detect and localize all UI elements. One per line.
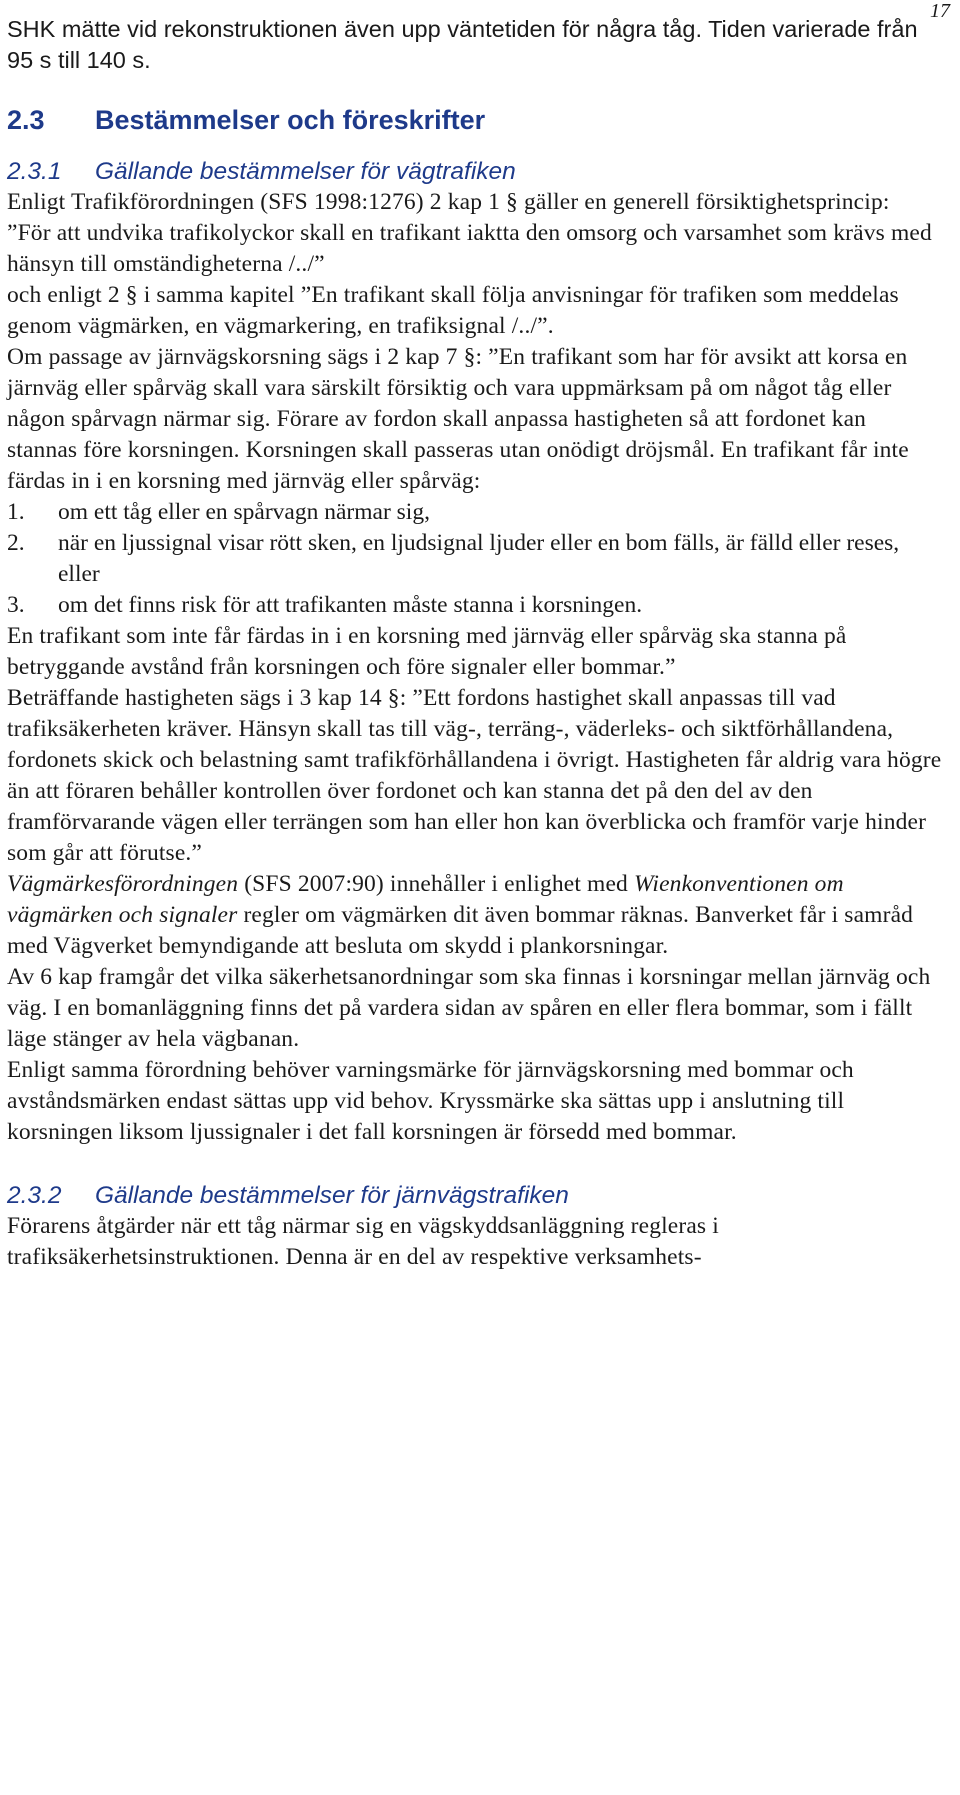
paragraph-4: En trafikant som inte får färdas in i en korsning med järnväg eller spårväg ska stanna på betryggande avstånd från korsningen och före signaler eller bommar.” (7, 623, 847, 680)
section-title: Bestämmelser och föreskrifter (95, 105, 486, 135)
paragraph-6 (7, 869, 942, 962)
paragraph-5: Beträffande hastigheten sägs i 3 kap 14 §: ”Ett fordons hastighet skall anpassas till vad trafiksäkerheten kräver. Hänsyn skall tas till väg-, terräng-, väderleks- och siktförhållandena, fordonets skick och belastning samt trafikförhållandena i övrigt. Hastigheten får aldrig vara högre än att föraren behåller kontrollen över fordonet och kan stanna det på den del av den framförvarande vägen eller terrängen som han eller hon kan överblicka och framför varje hinder som går att förutse.” (7, 685, 942, 866)
subsection-title-2: Gällande bestämmelser för järnvägstrafiken (95, 1182, 569, 1209)
list-item-text: när en ljussignal visar rött sken, en ljudsignal ljuder eller en bom fälls, är fälld eller reses, eller (58, 530, 900, 587)
list-marker: 2. (7, 530, 25, 556)
paragraph-6-text-1: (SFS 2007:90) innehåller i enlighet med (238, 871, 634, 897)
rules-list (7, 497, 942, 621)
subsection-title-1: Gällande bestämmelser för vägtrafiken (95, 158, 516, 185)
page-number: 17 (930, 0, 950, 22)
paragraph-3: Om passage av järnvägskorsning sägs i 2 kap 7 §: ”En trafikant som har för avsikt att korsa en järnväg eller spårväg skall vara särskilt försiktig och vara uppmärksam på om något tåg eller någon spårvagn närmar sig. Förare av fordon skall anpassa hastigheten så att fordonet kan stannas före korsningen. Korsningen skall passeras utan onödigt dröjsmål. En trafikant får inte färdas in i en korsning med järnväg eller spårväg: (7, 344, 909, 494)
list-item (7, 590, 942, 621)
paragraph-1: Enligt Trafikförordningen (SFS 1998:1276) 2 kap 1 § gäller en generell försiktighetsprincip: (7, 189, 890, 215)
section-number: 2.3 (7, 105, 45, 135)
quote-paragraph-2: och enligt 2 § i samma kapitel ”En trafikant skall följa anvisningar för trafiken som meddelas genom vägmärken, en vägmarkering, en trafiksignal /../”. (7, 282, 899, 339)
quote-paragraph-1: ”För att undvika trafikolyckor skall en trafikant iaktta den omsorg och varsamhet som krävs med hänsyn till omständigheterna /../” (7, 220, 932, 277)
list-marker: 1. (7, 499, 25, 525)
list-marker: 3. (7, 592, 25, 618)
paragraph-8: Enligt samma förordning behöver varningsmärke för järnvägskorsning med bommar och avståndsmärken endast sättas upp vid behov. Kryssmärke ska sättas upp i anslutning till korsningen liksom ljussignaler i det fall korsningen är försedd med bommar. (7, 1057, 854, 1145)
law-name-italic: Vägmärkesförordningen (7, 871, 239, 897)
list-item (7, 497, 942, 528)
paragraph-6-text-2: regler om vägmärken dit även bommar räknas. Banverket får i samråd med Vägverket bemyndigande att besluta om skydd i plankorsningar. (7, 902, 914, 959)
subsection-number-1: 2.3.1 (7, 158, 62, 185)
list-item-text: om ett tåg eller en spårvagn närmar sig, (58, 499, 430, 525)
section-heading (7, 104, 942, 136)
list-item-text: om det finns risk för att trafikanten måste stanna i korsningen. (58, 592, 643, 618)
subsection-number-2: 2.3.2 (7, 1182, 62, 1209)
paragraph-7: Av 6 kap framgår det vilka säkerhetsanordningar som ska finnas i korsningar mellan järnväg och väg. I en bomanläggning finns det på vardera sidan av spåren en eller flera bommar, som i fällt läge stänger av hela vägbanan. (7, 964, 931, 1052)
paragraph-9: Förarens åtgärder när ett tåg närmar sig en vägskyddsanläggning regleras i trafiksäkerhetsinstruktionen. Denna är en del av respektive verksamhets- (7, 1213, 719, 1270)
document-body (7, 14, 942, 1273)
convention-name-italic: Wienkonventionen om vägmärken och signaler (7, 871, 844, 928)
subsection-heading-1 (7, 157, 942, 187)
intro-paragraph: SHK mätte vid rekonstruktionen även upp väntetiden för några tåg. Tiden varierade från 95 s till 140 s. (7, 16, 918, 73)
list-item (7, 528, 942, 590)
subsection-heading-2 (7, 1181, 942, 1211)
